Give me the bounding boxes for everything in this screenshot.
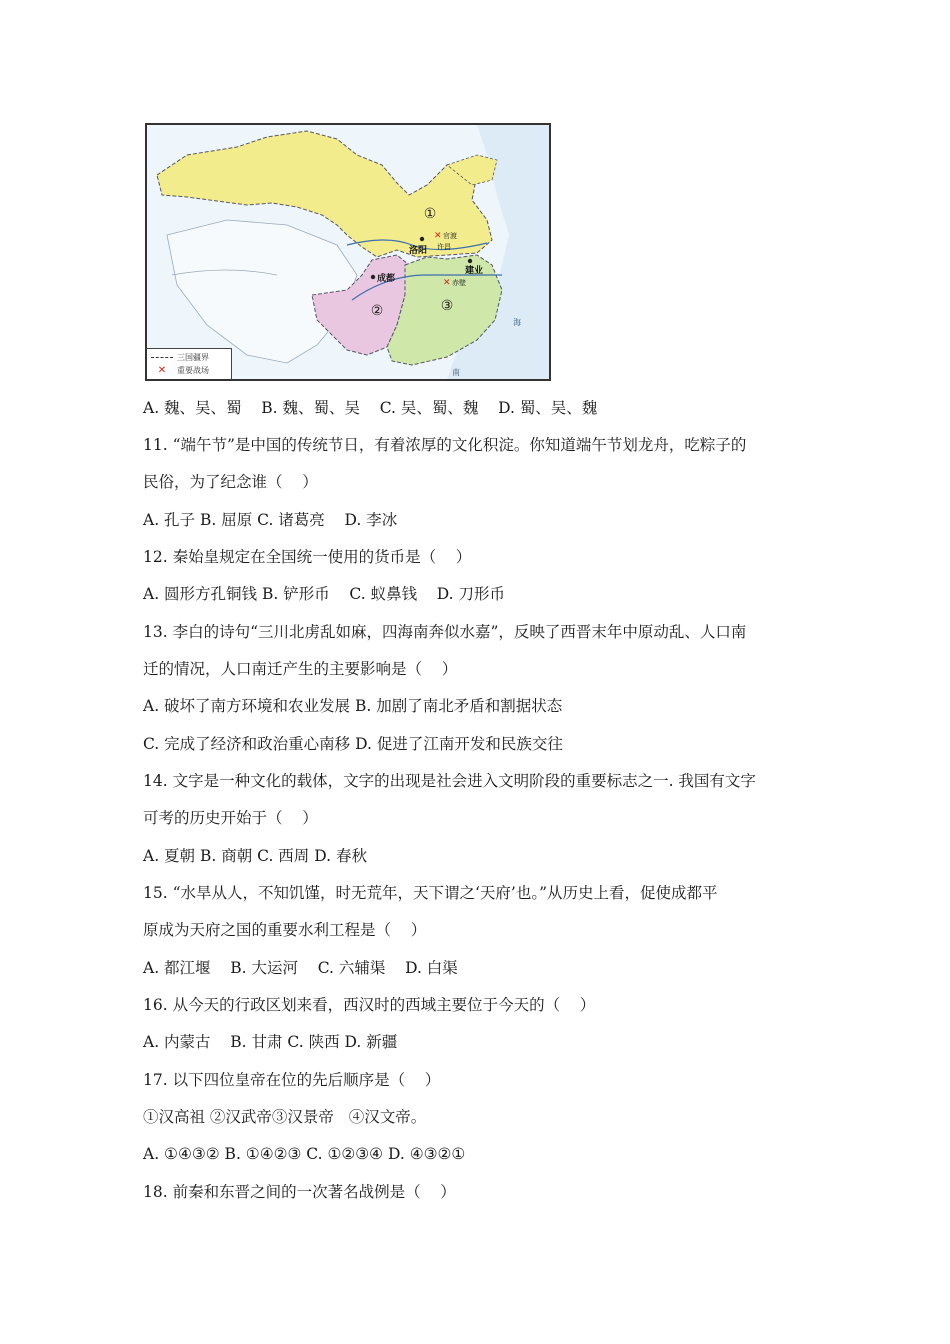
region-label-1: ①	[423, 206, 437, 222]
city-dot-chengdu	[371, 275, 375, 279]
text-line: A. 都江堰 B. 大运河 C. 六辅渠 D. 白渠	[143, 959, 458, 977]
text-line: A. 孔子 B. 屈原 C. 诸葛亮 D. 李冰	[143, 511, 398, 529]
text-line: 原成为天府之国的重要水利工程是（ ）	[143, 921, 427, 939]
battle-label-guandu: 官渡	[443, 232, 457, 240]
text-line: 16. 从今天的行政区划来看，西汉时的西域主要位于今天的（ ）	[143, 996, 596, 1014]
battle-marker-chibi: ✕	[443, 278, 451, 288]
place-label-xuchang: 许昌	[437, 243, 451, 251]
text-line: A. 破坏了南方环境和农业发展 B. 加剧了南北矛盾和割据状态	[143, 697, 563, 715]
region-label-2: ②	[370, 303, 384, 319]
text-line: 13. 李白的诗句“三川北虏乱如麻，四海南奔似水嘉”，反映了西晋末年中原动乱、人口南	[143, 623, 747, 641]
text-line: 15. “水旱从人，不知饥馑，时无荒年，天下谓之‘天府’也。”从历史上看，促使成都平	[143, 884, 718, 902]
text-line: A. ①④③② B. ①④②③ C. ①②③④ D. ④③②①	[143, 1145, 466, 1163]
sea-label-south: 南	[452, 368, 460, 377]
text-line: 17. 以下四位皇帝在位的先后顺序是（ ）	[143, 1071, 441, 1089]
battle-x-icon: ✕	[157, 364, 167, 376]
legend-border-row	[151, 352, 209, 363]
sea-label-sea: 海	[513, 318, 521, 327]
text-line: 可考的历史开始于（ ）	[143, 809, 318, 827]
text-line: A. 魏、吴、蜀 B. 魏、蜀、吴 C. 吴、蜀、魏 D. 蜀、吴、魏	[143, 399, 598, 417]
legend-battle-row	[151, 365, 209, 376]
text-line: A. 夏朝 B. 商朝 C. 西周 D. 春秋	[143, 847, 367, 865]
region-label-3: ③	[440, 298, 454, 314]
text-line: 14. 文字是一种文化的载体，文字的出现是社会进入文明阶段的重要标志之一. 我国有文字	[143, 772, 756, 790]
battle-label-chibi: 赤壁	[452, 279, 466, 287]
three-kingdoms-map	[145, 123, 551, 381]
battle-marker-guandu: ✕	[434, 231, 442, 241]
text-line: C. 完成了经济和政治重心南移 D. 促进了江南开发和民族交往	[143, 735, 563, 753]
city-label-luoyang: 洛阳	[409, 246, 428, 256]
city-dot-luoyang	[420, 237, 424, 241]
text-line: 迁的情况，人口南迁产生的主要影响是（ ）	[143, 660, 458, 678]
text-line: A. 圆形方孔铜钱 B. 铲形币 C. 蚁鼻钱 D. 刀形币	[143, 585, 506, 603]
map-legend	[147, 348, 232, 379]
city-label-jianye: 建业	[465, 266, 484, 276]
dashed-line-icon	[151, 357, 173, 358]
legend-border-label: 三国疆界	[177, 353, 209, 362]
map-drawing	[147, 125, 549, 379]
text-line: 11. “端午节”是中国的传统节日，有着浓厚的文化积淀。你知道端午节划龙舟，吃粽子的	[143, 436, 747, 454]
text-line: ①汉高祖 ②汉武帝③汉景帝 ④汉文帝。	[143, 1108, 427, 1126]
text-line: 12. 秦始皇规定在全国统一使用的货币是（ ）	[143, 548, 472, 566]
legend-battle-label: 重要战场	[177, 366, 209, 375]
city-label-chengdu: 成都	[377, 274, 396, 284]
city-dot-jianye	[468, 259, 472, 263]
text-line: 民俗，为了纪念谁（ ）	[143, 473, 318, 491]
text-line: A. 内蒙古 B. 甘肃 C. 陕西 D. 新疆	[143, 1033, 398, 1051]
text-line: 18. 前秦和东晋之间的一次著名战例是（ ）	[143, 1183, 456, 1201]
